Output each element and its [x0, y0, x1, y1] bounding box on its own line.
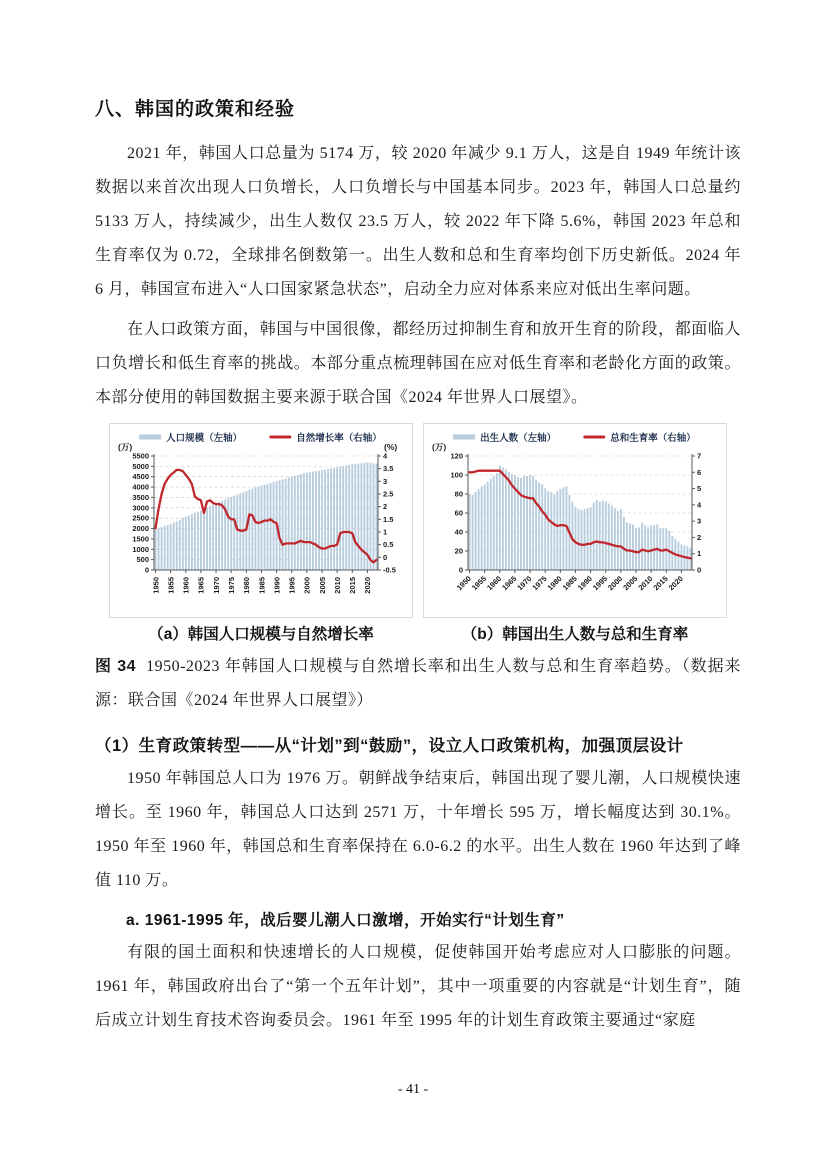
svg-text:1960: 1960 — [181, 577, 191, 594]
svg-text:1950: 1950 — [454, 574, 473, 593]
svg-text:0: 0 — [144, 565, 149, 575]
svg-text:1955: 1955 — [469, 574, 489, 593]
svg-text:1: 1 — [697, 549, 702, 559]
figure-subcaptions — [95, 622, 741, 644]
svg-text:2015: 2015 — [348, 577, 358, 594]
svg-text:80: 80 — [454, 489, 463, 499]
svg-text:人口规模（左轴）: 人口规模（左轴） — [166, 433, 243, 444]
svg-text:1975: 1975 — [226, 577, 236, 594]
page-number: - 41 - — [397, 1082, 429, 1097]
svg-text:(%): (%) — [384, 442, 398, 452]
svg-text:100: 100 — [450, 470, 463, 480]
svg-text:2010: 2010 — [636, 574, 655, 593]
svg-text:2: 2 — [697, 532, 702, 542]
chart-panel-b — [423, 423, 727, 618]
svg-text:3500: 3500 — [132, 492, 149, 502]
svg-text:20: 20 — [454, 546, 463, 556]
svg-text:1990: 1990 — [272, 577, 282, 594]
svg-text:1985: 1985 — [560, 574, 579, 593]
svg-text:2000: 2000 — [302, 577, 312, 594]
svg-text:5500: 5500 — [132, 451, 149, 461]
svg-text:5000: 5000 — [132, 461, 149, 471]
svg-text:4000: 4000 — [132, 482, 149, 492]
svg-text:1000: 1000 — [132, 544, 149, 554]
subsection-1a-heading: a. 1961-1995 年，战后婴儿潮人口激增，开始实行“计划生育” — [126, 912, 565, 929]
svg-text:500: 500 — [136, 555, 149, 565]
svg-text:-0.5: -0.5 — [383, 565, 396, 575]
svg-text:2020: 2020 — [666, 574, 685, 593]
population-growth-chart — [110, 424, 412, 612]
svg-text:120: 120 — [450, 451, 463, 461]
svg-text:1990: 1990 — [575, 574, 595, 593]
svg-text:0: 0 — [458, 565, 463, 575]
paragraph-4: 有限的国土面积和快速增长的人口规模，促使韩国开始考虑应对人口膨胀的问题。1961 年，韩国政府出台了“第一个五年计划”，其中一项重要的内容就是“计划生育”，随后成立计划生育技术咨询委员会。1961 年至 1995 年的计划生育政策主要通过“家庭 — [95, 944, 741, 1029]
svg-text:3: 3 — [383, 476, 388, 486]
svg-text:2015: 2015 — [651, 574, 670, 593]
svg-text:1: 1 — [383, 527, 388, 537]
svg-text:1970: 1970 — [515, 574, 534, 593]
svg-text:5: 5 — [697, 484, 702, 494]
page-content — [95, 94, 741, 1044]
svg-text:1960: 1960 — [485, 574, 504, 593]
svg-text:1985: 1985 — [257, 577, 267, 594]
svg-text:1995: 1995 — [287, 577, 297, 594]
svg-text:1500: 1500 — [132, 534, 149, 544]
svg-text:1970: 1970 — [211, 577, 221, 594]
svg-text:2500: 2500 — [132, 513, 149, 523]
subcaption-a: （a）韩国人口规模与自然增长率 — [148, 626, 374, 643]
svg-text:1980: 1980 — [242, 577, 252, 594]
svg-text:4500: 4500 — [132, 472, 149, 482]
svg-text:2000: 2000 — [132, 524, 149, 534]
svg-text:2: 2 — [383, 502, 388, 512]
svg-text:1950: 1950 — [151, 577, 161, 594]
svg-text:总和生育率（右轴）: 总和生育率（右轴） — [610, 433, 696, 444]
subsection-1-heading: （1）生育政策转型——从“计划”到“鼓励”，设立人口政策机构，加强顶层设计 — [95, 737, 684, 755]
paragraph-2: 在人口政策方面，韩国与中国很像，都经历过抑制生育和放开生育的阶段，都面临人口负增长和低生育率的挑战。本部分重点梳理韩国在应对低生育率和老龄化方面的政策。本部分使用的韩国数据主要来源于联合国《2024 年世界人口展望》。 — [95, 321, 741, 406]
svg-text:4: 4 — [383, 451, 388, 461]
svg-text:40: 40 — [454, 527, 463, 537]
section-title: 八、韩国的政策和经验 — [95, 99, 296, 120]
svg-text:3000: 3000 — [132, 503, 149, 513]
svg-text:1980: 1980 — [545, 574, 564, 593]
svg-text:出生人数（左轴）: 出生人数（左轴） — [480, 433, 557, 444]
figure-label: 图 34 — [95, 658, 137, 675]
svg-text:1995: 1995 — [590, 574, 610, 593]
figure-34 — [95, 423, 741, 618]
svg-text:0: 0 — [383, 552, 388, 562]
svg-text:4: 4 — [697, 500, 702, 510]
paragraph-3: 1950 年韩国总人口为 1976 万。朝鲜战争结束后，韩国出现了婴儿潮，人口规模快速增长。至 1960 年，韩国总人口达到 2571 万，十年增长 595 万，增长幅度达到 30.1%。1950 年至 1960 年，韩国总和生育率保持在 6.0-6.2 的水平。出生人数在 1960 年达到了峰值 110 万。 — [95, 770, 741, 889]
svg-text:(万): (万) — [118, 442, 133, 452]
paragraph-1: 2021 年，韩国人口总量为 5174 万，较 2020 年减少 9.1 万人，这是自 1949 年统计该数据以来首次出现人口负增长，人口负增长与中国基本同步。2023 年，韩国人口总量约 5133 万人，持续减少，出生人数仅 23.5 万人，较 2022 年下降 5.6%，韩国 2023 年总和生育率仅为 0.72，全球排名倒数第一。出生人数和总和生育率均创下历史新低。2024 年 6 月，韩国宣布进入“人口国家紧急状态”，启动全力应对体系来应对低出生率问题。 — [95, 145, 741, 298]
subcaption-b: （b）韩国出生人数与总和生育率 — [461, 626, 689, 643]
figure-caption — [95, 650, 741, 718]
svg-text:自然增长率（右轴）: 自然增长率（右轴） — [296, 433, 382, 444]
figure-caption-text: 1950-2023 年韩国人口规模与自然增长率和出生人数与总和生育率趋势。（数据来源：联合国《2024 年世界人口展望》） — [95, 658, 741, 709]
chart-panel-a — [109, 423, 413, 618]
svg-text:2010: 2010 — [332, 577, 342, 594]
svg-text:6: 6 — [697, 467, 702, 477]
svg-text:(万): (万) — [432, 442, 447, 452]
svg-text:7: 7 — [697, 451, 702, 461]
svg-text:3: 3 — [697, 516, 702, 526]
svg-text:0.5: 0.5 — [383, 540, 394, 550]
svg-text:2005: 2005 — [621, 574, 640, 593]
svg-text:2005: 2005 — [317, 577, 327, 594]
svg-text:2000: 2000 — [606, 574, 625, 593]
svg-text:3.5: 3.5 — [383, 464, 394, 474]
svg-text:1975: 1975 — [530, 574, 549, 593]
svg-text:0: 0 — [697, 565, 702, 575]
svg-text:1965: 1965 — [196, 577, 206, 594]
svg-text:1.5: 1.5 — [383, 514, 394, 524]
births-tfr-chart — [424, 424, 726, 612]
svg-text:60: 60 — [454, 508, 463, 518]
svg-text:1965: 1965 — [500, 574, 519, 593]
svg-text:2.5: 2.5 — [383, 489, 394, 499]
svg-text:1955: 1955 — [166, 577, 176, 594]
svg-text:2020: 2020 — [363, 577, 373, 594]
